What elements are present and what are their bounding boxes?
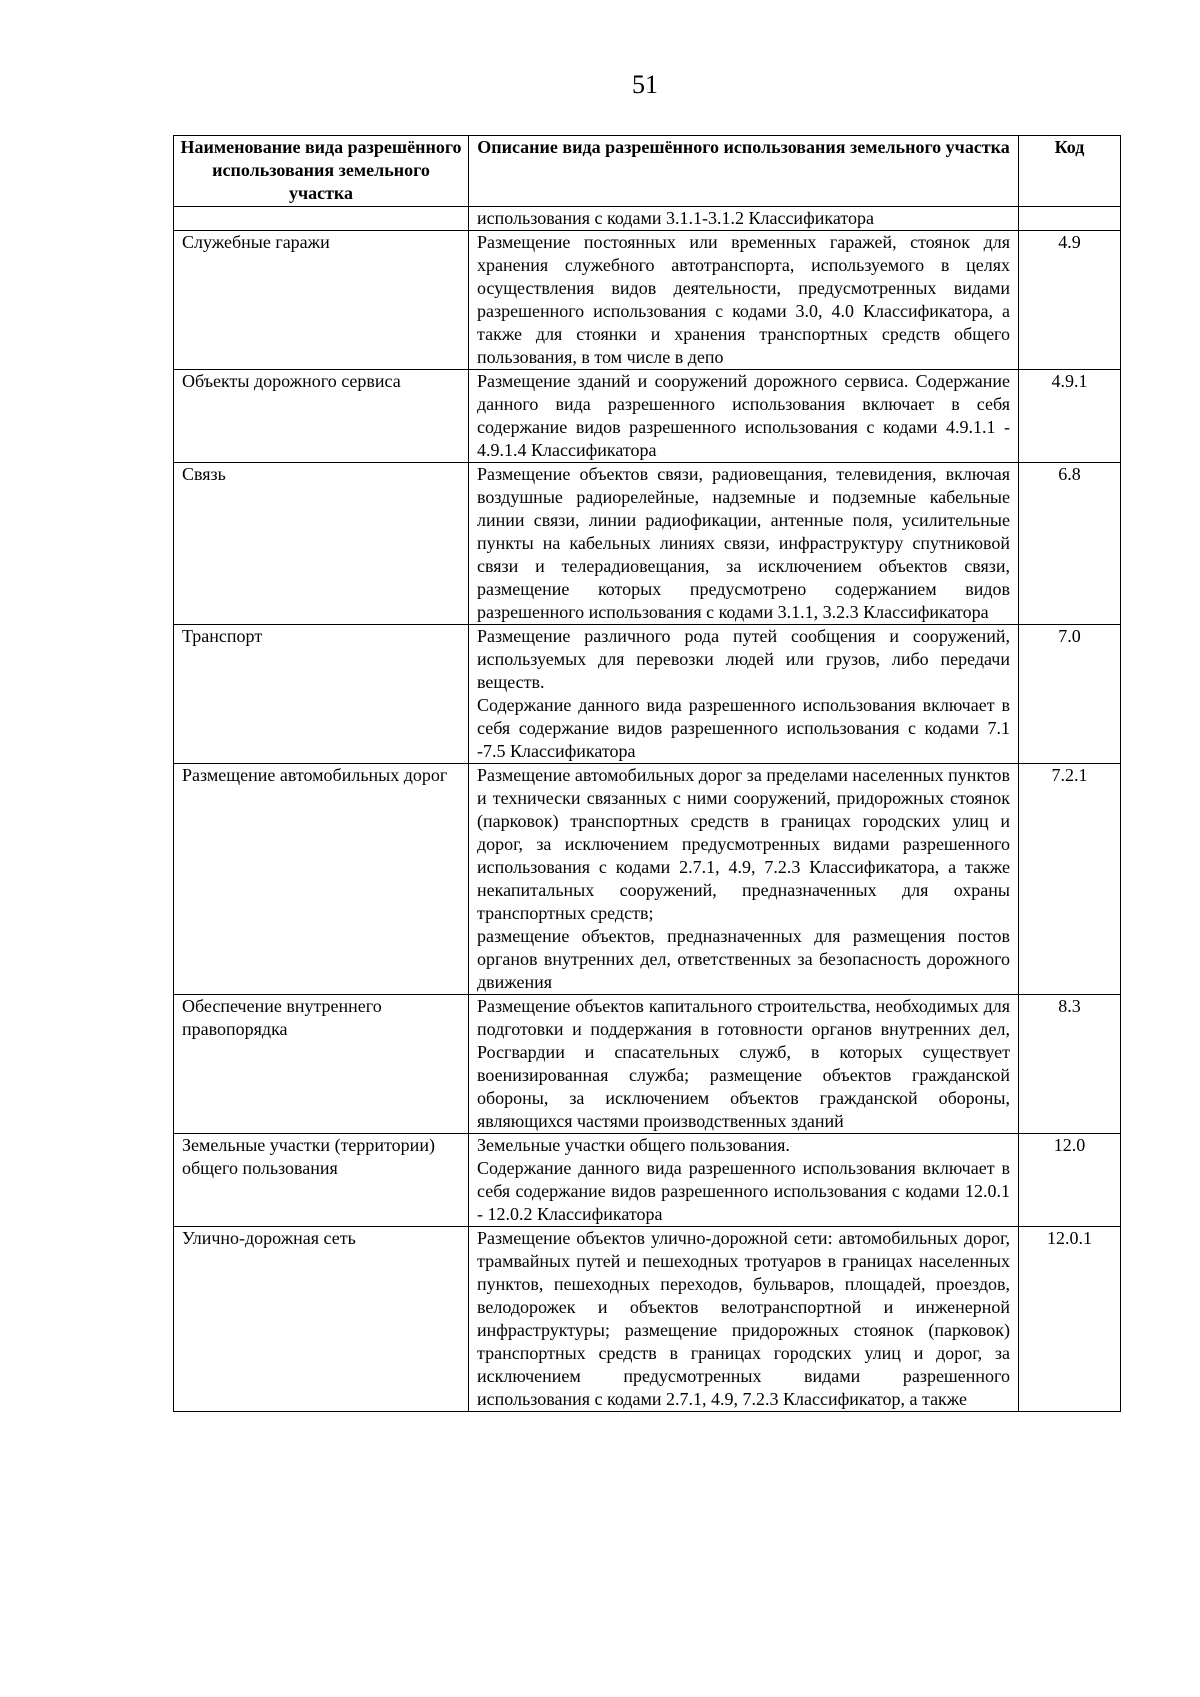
row-name: Обеспечение внутреннего правопорядка	[174, 995, 469, 1134]
row-description: Земельные участки общего пользования. Содержание данного вида разрешенного использования включает в себя содержание видов разрешенного использования с кодами 12.0.1 - 12.0.2 Классификатора	[469, 1134, 1019, 1227]
table-row	[174, 231, 1121, 370]
row-description: Размещение объектов капитального строительства, необходимых для подготовки и поддержания в готовности органов внутренних дел, Росгвардии и спасательных служб, в которых существует военизированная служба; размещение объектов гражданской обороны, за исключением объектов гражданской обороны, являющихся частями производственных зданий	[469, 995, 1019, 1134]
row-description: Размещение объектов связи, радиовещания, телевидения, включая воздушные радиорелейные, надземные и подземные кабельные линии связи, линии радиофикации, антенные поля, усилительные пункты на кабельных линиях связи, инфраструктуру спутниковой связи и телерадиовещания, за исключением объектов связи, размещение которых предусмотрено содержанием видов разрешенного использования с кодами 3.1.1, 3.2.3 Классификатора	[469, 463, 1019, 625]
table-row	[174, 995, 1121, 1134]
table-row	[174, 1134, 1121, 1227]
table-row	[174, 764, 1121, 995]
row-name: Улично-дорожная сеть	[174, 1227, 469, 1412]
table-header-row	[174, 136, 1121, 207]
row-description: Размещение объектов улично-дорожной сети: автомобильных дорог, трамвайных путей и пешеходных тротуаров в границах населенных пунктов, пешеходных переходов, бульваров, площадей, проездов, велодорожек и объектов велотранспортной и инженерной инфраструктуры; размещение придорожных стоянок (парковок) транспортных средств в границах городских улиц и дорог, за исключением предусмотренных видами разрешенного использования с кодами 2.7.1, 4.9, 7.2.3 Классификатор, а также	[469, 1227, 1019, 1412]
row-description: Размещение постоянных или временных гаражей, стоянок для хранения служебного автотранспорта, используемого в целях осуществления видов деятельности, предусмотренных видами разрешенного использования с кодами 3.0, 4.0 Классификатора, а также для стоянки и хранения транспортных средств общего пользования, в том числе в депо	[469, 231, 1019, 370]
table-row	[174, 370, 1121, 463]
row-name: Размещение автомобильных дорог	[174, 764, 469, 995]
row-name: Земельные участки (территории) общего пользования	[174, 1134, 469, 1227]
land-use-table	[173, 135, 1121, 1412]
row-description: Размещение автомобильных дорог за пределами населенных пунктов и технически связанных с ними сооружений, придорожных стоянок (парковок) транспортных средств в границах городских улиц и дорог, за исключением предусмотренных видами разрешенного использования с кодами 2.7.1, 4.9, 7.2.3 Классификатора, а также некапитальных сооружений, предназначенных для охраны транспортных средств; размещение объектов, предназначенных для размещения постов органов внутренних дел, ответственных за безопасность дорожного движения	[469, 764, 1019, 995]
row-name: Объекты дорожного сервиса	[174, 370, 469, 463]
row-code: 4.9	[1019, 231, 1121, 370]
row-code: 8.3	[1019, 995, 1121, 1134]
header-description: Описание вида разрешённого использования земельного участка	[469, 136, 1019, 207]
table-row	[174, 463, 1121, 625]
row-code: 12.0.1	[1019, 1227, 1121, 1412]
row-description: использования с кодами 3.1.1-3.1.2 Классификатора	[469, 207, 1019, 231]
row-name	[174, 207, 469, 231]
page-number: 51	[632, 70, 658, 99]
row-description: Размещение зданий и сооружений дорожного сервиса. Содержание данного вида разрешенного использования включает в себя содержание видов разрешенного использования с кодами 4.9.1.1 - 4.9.1.4 Классификатора	[469, 370, 1019, 463]
header-name: Наименование вида разрешённого использования земельного участка	[174, 136, 469, 207]
table-row	[174, 207, 1121, 231]
row-description: Размещение различного рода путей сообщения и сооружений, используемых для перевозки людей или грузов, либо передачи веществ. Содержание данного вида разрешенного использования включает в себя содержание видов разрешенного использования с кодами 7.1 -7.5 Классификатора	[469, 625, 1019, 764]
row-code: 6.8	[1019, 463, 1121, 625]
row-name: Связь	[174, 463, 469, 625]
row-code	[1019, 207, 1121, 231]
row-name: Транспорт	[174, 625, 469, 764]
header-code: Код	[1019, 136, 1121, 207]
row-code: 4.9.1	[1019, 370, 1121, 463]
row-code: 12.0	[1019, 1134, 1121, 1227]
row-code: 7.0	[1019, 625, 1121, 764]
table-row	[174, 1227, 1121, 1412]
row-name: Служебные гаражи	[174, 231, 469, 370]
row-code: 7.2.1	[1019, 764, 1121, 995]
table-row	[174, 625, 1121, 764]
